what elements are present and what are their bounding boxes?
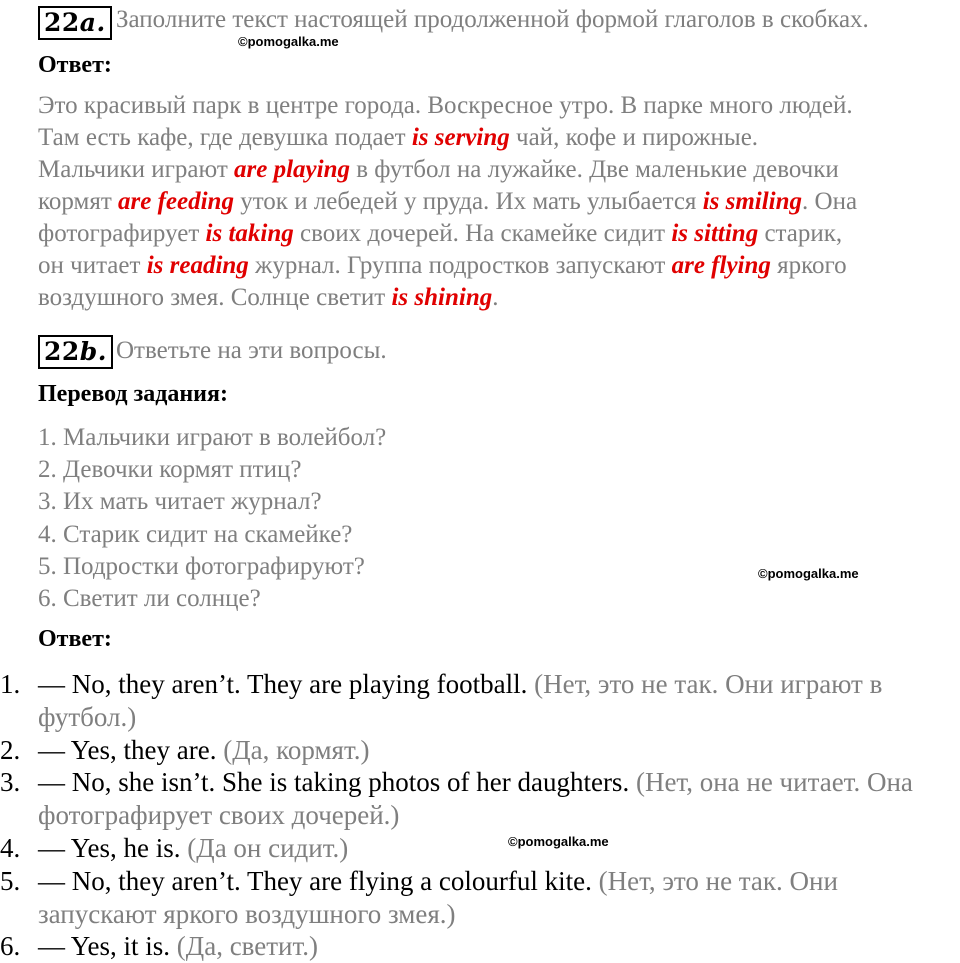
filled-verb: is reading	[146, 252, 249, 279]
paragraph-text: он читает	[38, 252, 147, 279]
answer-item	[0, 766, 960, 832]
paragraph-text: кормят	[38, 188, 118, 215]
filled-verb: is sitting	[671, 220, 759, 247]
answer-item	[0, 930, 960, 963]
answer-translation: (Да он сидит.)	[180, 832, 349, 863]
answer-translation: запускают яркого воздушного змея.)	[38, 898, 456, 929]
question-item: 1. Мальчики играют в волейбол?	[38, 424, 387, 451]
paragraph-text: уток и лебедей у пруда. Их мать улыбается	[233, 188, 703, 215]
paragraph-text: Мальчики играют	[38, 156, 234, 183]
answer-line	[38, 668, 960, 701]
answer-body	[38, 668, 960, 734]
answer-english: — No, they aren’t. They are flying a colourful kite.	[38, 865, 592, 896]
answer-number: 2.	[0, 734, 21, 765]
filled-verb: is smiling	[702, 188, 803, 215]
answer-english: — Yes, he is.	[38, 832, 181, 863]
paragraph-line	[38, 186, 953, 218]
task-badge-number: 22	[44, 337, 80, 366]
answer-english: — No, she isn’t. She is taking photos of her daughters.	[38, 767, 630, 798]
answer-line	[38, 930, 960, 963]
answer-translation: (Нет, это не так. Они играют в	[527, 669, 883, 699]
answer-line	[38, 766, 960, 799]
task-a-instruction: Заполните текст настоящей продолженной формой глаголов в скобках.	[116, 6, 869, 33]
answer-item	[0, 668, 960, 734]
answer-number: 3.	[0, 767, 21, 798]
task-badge-letter: b.	[79, 337, 107, 366]
watermark-top: ©pomogalka.me	[238, 34, 339, 49]
answer-english: — No, they aren’t. They are playing football.	[38, 669, 528, 699]
answer-item	[0, 832, 960, 865]
answer-paragraph	[38, 90, 953, 314]
answer-line	[38, 701, 960, 734]
answer-body	[38, 734, 960, 767]
filled-verb: is serving	[411, 124, 510, 151]
answer-body	[38, 766, 960, 832]
answer-english: — Yes, they are.	[38, 734, 217, 765]
paragraph-text: .	[492, 284, 499, 311]
paragraph-text: старик,	[758, 220, 843, 247]
question-item: 2. Девочки кормят птиц?	[38, 456, 302, 484]
paragraph-line	[38, 282, 953, 314]
answer-line	[38, 734, 960, 767]
question-item: 6. Светит ли солнце?	[38, 585, 261, 613]
answer-translation: (Да, кормят.)	[216, 734, 370, 765]
answer-heading-b: Ответ:	[38, 626, 112, 652]
paragraph-text: своих дочерей. На скамейке сидит	[293, 220, 672, 247]
answer-body	[38, 865, 960, 931]
task-badge-22a	[38, 6, 112, 40]
paragraph-text: журнал. Группа подростков запускают	[248, 252, 672, 279]
answer-translation: (Да, светит.)	[170, 931, 319, 962]
task-badge-number: 22	[44, 8, 80, 37]
task-badge-letter: a.	[79, 8, 106, 37]
paragraph-text: чай, кофе и пирожные.	[509, 124, 759, 151]
filled-verb: is taking	[205, 220, 294, 247]
answer-translation: (Нет, она не читает. Она	[629, 767, 913, 798]
answer-body	[38, 832, 960, 865]
question-item: 3. Их мать читает журнал?	[38, 488, 322, 516]
answer-translation: (Нет, это не так. Они	[591, 865, 838, 896]
paragraph-line	[38, 154, 953, 186]
answer-number: 6.	[0, 931, 21, 962]
paragraph-text: яркого	[770, 252, 847, 279]
paragraph-text: Там есть кафе, где девушка подает	[38, 124, 412, 151]
filled-verb: are playing	[234, 156, 350, 183]
answer-heading-a: Ответ:	[38, 52, 112, 78]
answer-number: 4.	[0, 832, 21, 863]
watermark-bottom: ©pomogalka.me	[508, 834, 609, 849]
paragraph-line	[38, 122, 953, 154]
answer-number: 1.	[0, 669, 21, 699]
answer-line	[38, 832, 960, 865]
paragraph-text: . Она	[802, 188, 858, 215]
question-item: 4. Старик сидит на скамейке?	[38, 520, 353, 548]
answer-line	[38, 799, 960, 832]
answer-line	[38, 865, 960, 898]
questions-list	[38, 422, 386, 615]
paragraph-line	[38, 250, 953, 282]
answer-item	[0, 734, 960, 767]
task-b-instruction: Ответьте на эти вопросы.	[116, 337, 387, 364]
paragraph-line	[38, 90, 953, 122]
paragraph-text: в футбол на лужайке. Две маленькие девочки	[349, 156, 839, 183]
answer-translation: фотографирует своих дочерей.)	[38, 800, 400, 831]
answer-item	[0, 865, 960, 931]
answer-line	[38, 898, 960, 931]
paragraph-text: Это красивый парк в центре города. Воскресное утро. В парке много людей.	[38, 92, 853, 119]
answer-translation: футбол.)	[38, 701, 137, 732]
answers-list	[0, 668, 960, 963]
filled-verb: is shining	[391, 284, 493, 311]
paragraph-text: фотографирует	[38, 220, 206, 247]
task-badge-22b	[38, 335, 113, 369]
filled-verb: are flying	[671, 252, 771, 279]
translation-heading: Перевод задания:	[38, 381, 228, 407]
answer-number: 5.	[0, 865, 21, 896]
answer-body	[38, 930, 960, 963]
watermark-middle: ©pomogalka.me	[758, 566, 859, 581]
answer-english: — Yes, it is.	[38, 931, 171, 962]
paragraph-line	[38, 218, 953, 250]
question-item: 5. Подростки фотографируют?	[38, 552, 365, 580]
filled-verb: are feeding	[118, 188, 234, 215]
paragraph-text: воздушного змея. Солнце светит	[38, 284, 392, 311]
